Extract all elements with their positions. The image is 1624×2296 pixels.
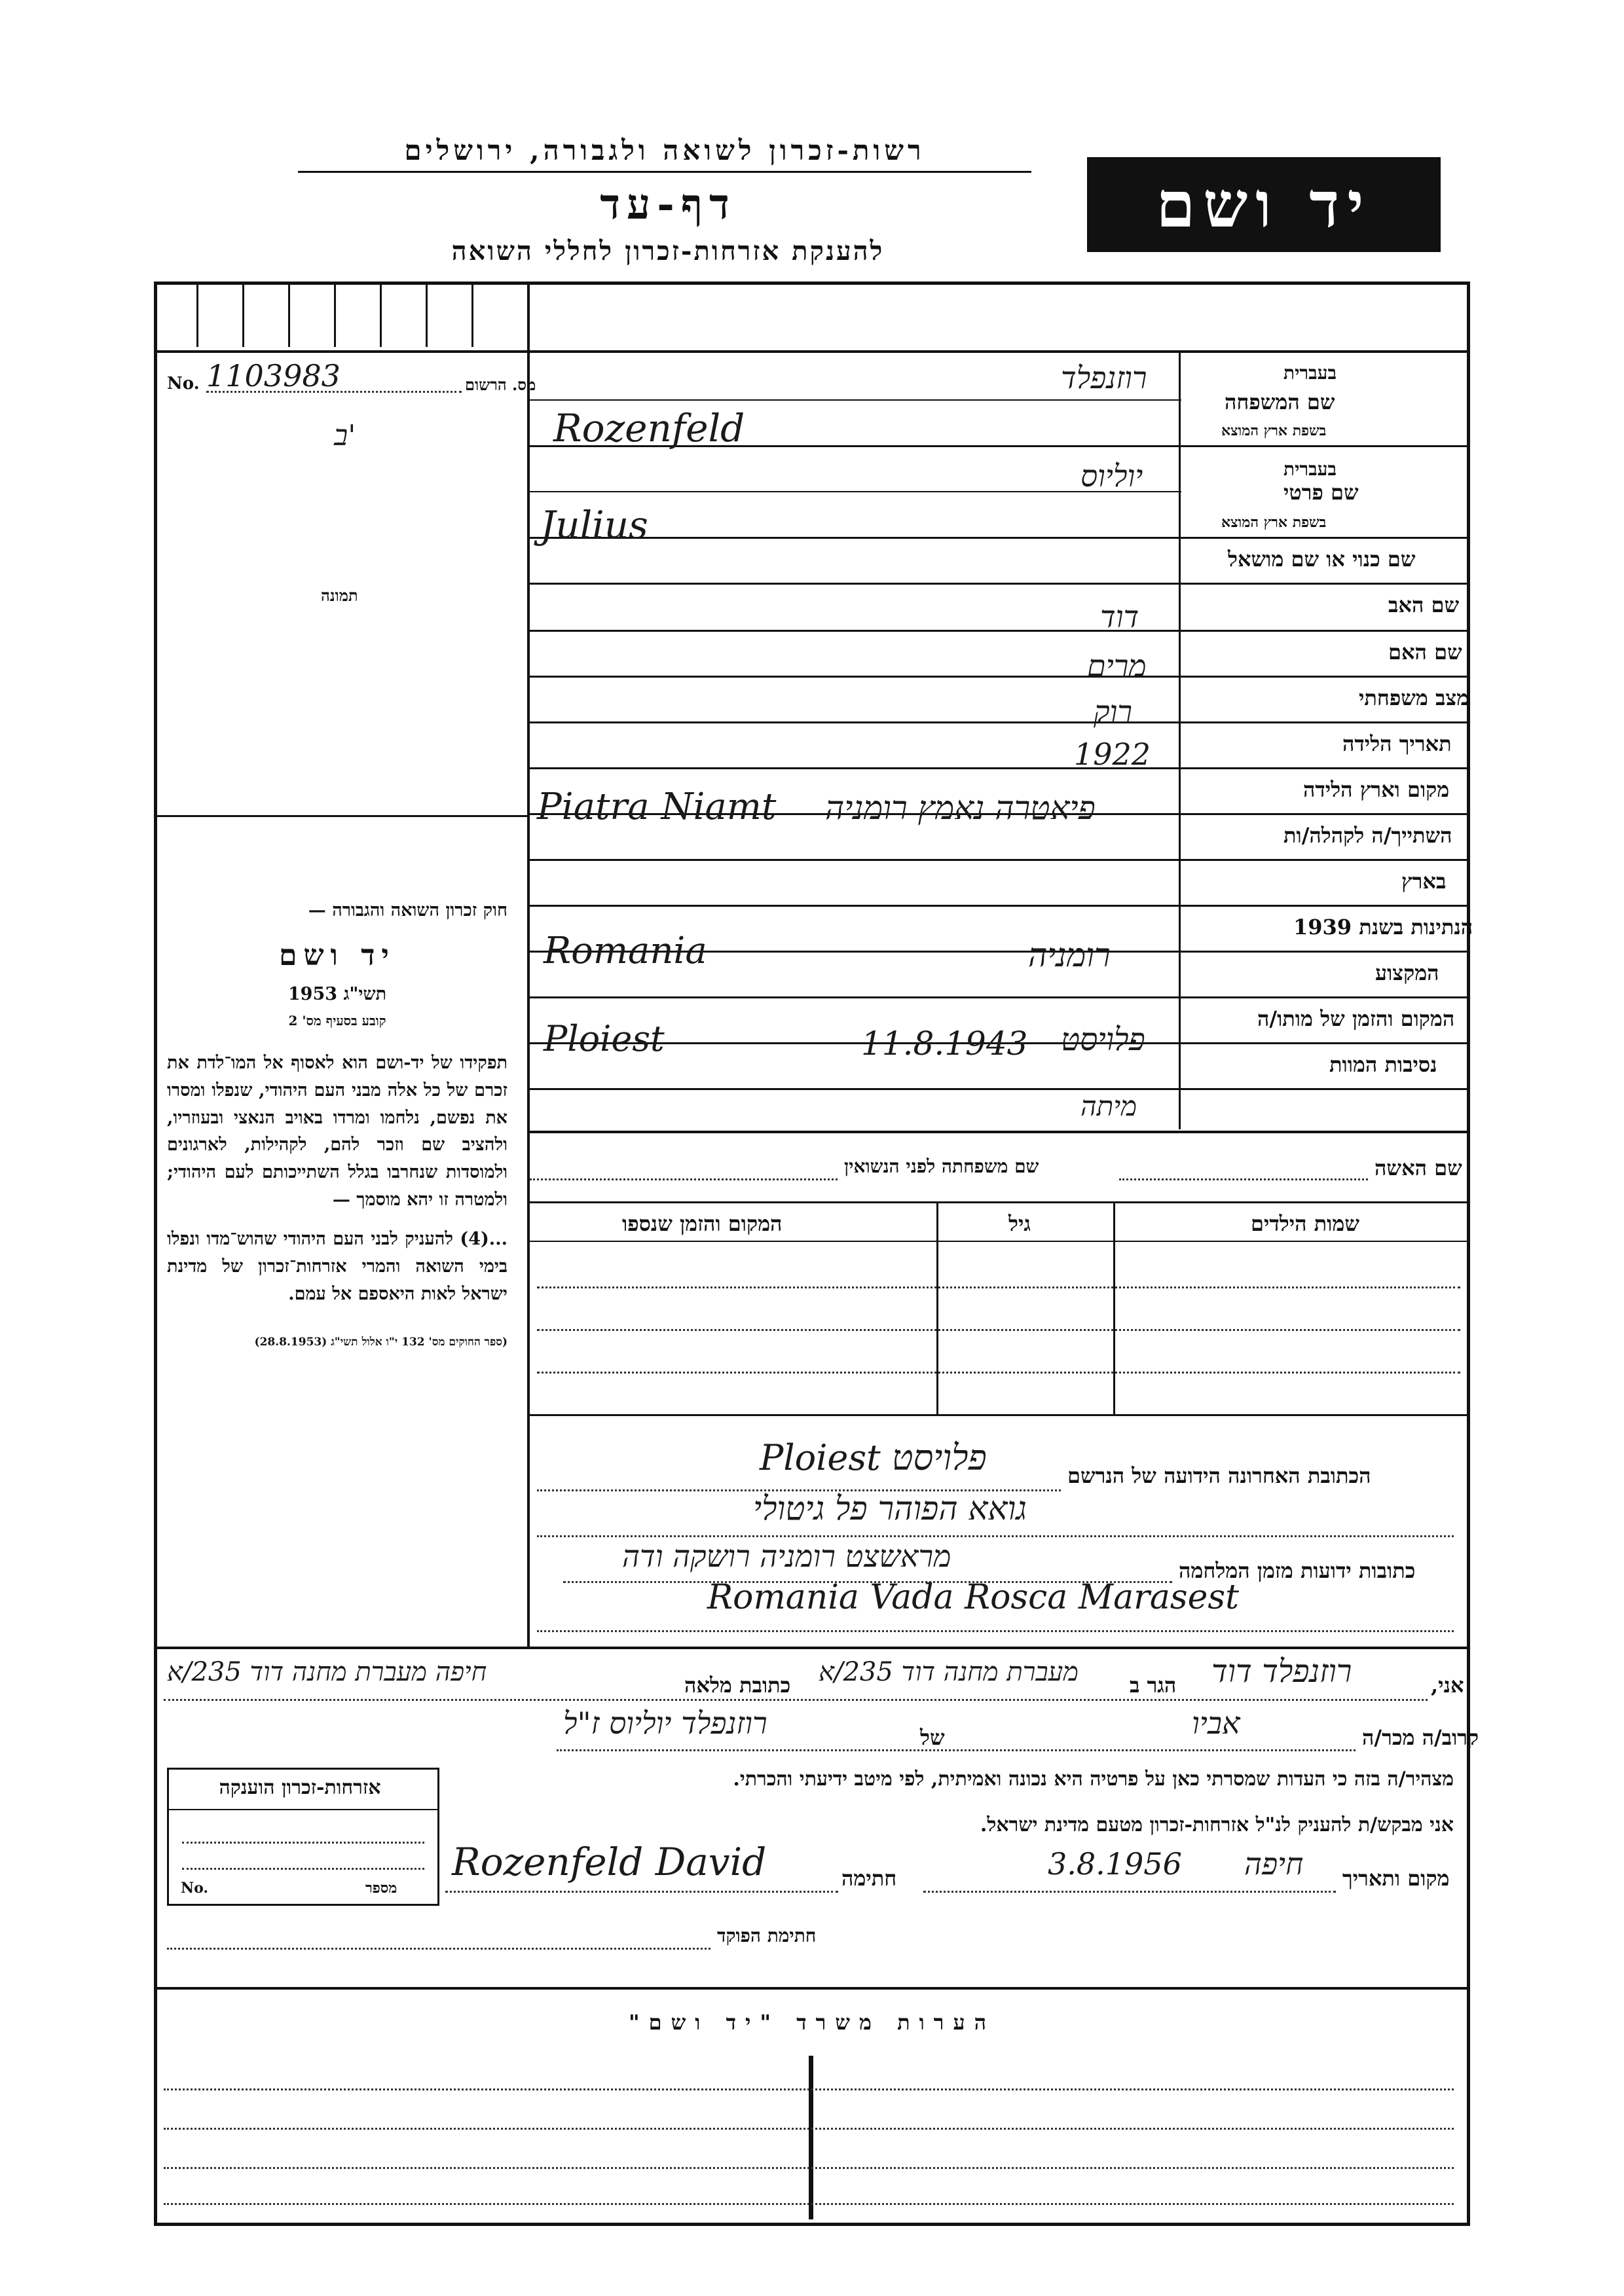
officer-signature-label: חתימת הפוקד [717, 1925, 817, 1946]
law-name: יד ושם [279, 938, 396, 972]
nationality-hebrew: רומניה [1028, 936, 1111, 974]
registration-number-row [167, 358, 536, 396]
hebrew-label-2: בעברית [1283, 458, 1337, 480]
country-label: בארץ [1401, 869, 1447, 894]
photo-label: תמונה [321, 586, 358, 605]
given-name-latin: Julius [540, 503, 648, 547]
registration-letter: ב' [334, 419, 356, 452]
reg-number-label: מס. הרשום [465, 375, 536, 394]
birthplace-hebrew: פיאטרה נאמץ רומניה [825, 789, 1096, 827]
top-boxes [157, 285, 524, 347]
given-name-label: שם פרטי [1283, 480, 1359, 505]
declaration-statement-2: אני מבקש/ת להעניק לנ"ל אזרחות-זכרון מטעם מדינת ישראל. [980, 1813, 1454, 1836]
citizenship-no-prefix: No. [181, 1880, 209, 1897]
child-death-label: המקום והזמן שנספו [622, 1211, 783, 1236]
full-address-label: כתובת מלאה [684, 1673, 791, 1698]
law-text-block [167, 897, 507, 1351]
organization-name: רשות-זכרון לשואה ולגבורה, ירושלים [298, 134, 1031, 173]
mother-label: שם האם [1388, 640, 1462, 665]
origin-lang-label-2: בשפת ארץ המוצא [1221, 514, 1327, 531]
family-name-latin: Rozenfeld [553, 406, 745, 450]
declarant-name: רוזנפלד דוד [1211, 1653, 1352, 1690]
death-date: 11.8.1943 [861, 1025, 1028, 1063]
community-label: השתייך/ה לקהלה/ות [1283, 823, 1452, 848]
form-title: דף-עד [600, 180, 736, 229]
mother-value: מרים [1087, 648, 1147, 683]
origin-lang-label: בשפת ארץ המוצא [1221, 422, 1327, 439]
war-address-value-2: Romania Vada Rosca Marasest [707, 1578, 1239, 1617]
reg-no-prefix: No. [167, 374, 200, 393]
wife-row [530, 1152, 1460, 1185]
place-date-label: מקום ותאריך [1342, 1866, 1450, 1891]
notes-divider [809, 2056, 813, 2219]
law-title: חוק זכרון השואה והגבורה — [308, 900, 507, 920]
declaration-statement-1: מצהיר/ה בזה כי העדות שמסרתי כאן על פרטיה היא נכונה ואמיתית, לפי מיטב ידיעתי והכרתי. [733, 1768, 1454, 1791]
divider [154, 350, 1467, 353]
citizenship-number-label: מספר [365, 1880, 397, 1897]
last-address-value-2: גואא הפוהר פל גיטולי [753, 1489, 1027, 1527]
birthdate-label: תאריך הלידה [1342, 731, 1452, 756]
citizenship-granted-box [167, 1768, 439, 1906]
office-notes-title: הערות משרד "יד ושם" [628, 2010, 996, 2035]
law-paragraph-1: תפקידו של יד-ושם הוא לאסוף אל המו־לדת את זכרם של כל אלה מבני העם היהודי, שנפלו ומסרו את נפשם, נלחמו ומרדו באויב הנאצי ובעוזריו, ולהציב שם וזכר להם, לקהילות, לארגונים ולמוסדות שנחרבו בגלל השתייכותם לעם היהודי; ולמטרה זו יהא מוסמך — [167, 1052, 507, 1211]
birthdate-value: 1922 [1074, 737, 1151, 772]
death-circumstances-value: מיתה [1080, 1090, 1137, 1122]
maiden-name-label: שם משפחתה לפני הנשואין [844, 1156, 1039, 1177]
of-value: רוזנפלד יוליוס ז"ל [563, 1705, 767, 1741]
family-name-hebrew: רוזנפלד [1061, 360, 1147, 395]
date-value: 3.8.1956 [1048, 1846, 1182, 1882]
declarant-signature: Rozenfeld David [452, 1840, 767, 1884]
age-label: גיל [1008, 1211, 1031, 1236]
relative-label: קרוב/ה מכר/ה [1362, 1725, 1479, 1750]
death-label: המקום והזמן של מותו/ה [1257, 1006, 1455, 1031]
birthplace-latin: Piatra Niamt [537, 786, 777, 828]
divider [527, 282, 530, 1131]
yad-vashem-logo: יד ושם [1087, 157, 1441, 252]
children-names-label: שמות הילדים [1251, 1211, 1359, 1236]
nickname-label: שם כנוי או שם מושאל [1228, 547, 1416, 572]
father-value: דוד [1100, 599, 1139, 634]
relative-value: אביו [1192, 1705, 1240, 1741]
profession-label: המקצוע [1375, 960, 1439, 985]
full-address-value: חיפה מעברת מחנה דוד 235/א [167, 1657, 487, 1687]
marital-value: רוק [1094, 694, 1132, 729]
divider [154, 815, 530, 817]
nationality-label: הנתינות בשנת 1939 [1293, 915, 1473, 939]
war-address-value-1: מראשצט רומניה רושקה ודה [622, 1539, 951, 1574]
law-citation: (ספר החוקים מס' 132 י"ו אלול תשי"ג (28.8.1953) [254, 1336, 507, 1349]
death-place-hebrew: פלויסט [1061, 1021, 1145, 1058]
residing-value: מעברת מחנה דוד 235/א [819, 1657, 1079, 1687]
declarant-label: אני, [1431, 1673, 1464, 1698]
nationality-latin: Romania [544, 930, 707, 972]
law-clause: קובע בסעיף מס' 2 [288, 1012, 386, 1029]
father-label: שם האב [1388, 592, 1460, 617]
last-address-label: הכתובת האחרונה הידועה של הנרשם [1067, 1463, 1371, 1488]
residing-label: הגר ב [1130, 1673, 1177, 1698]
citizenship-box-title: אזרחות-זכרון הוענקה [219, 1776, 381, 1799]
last-address-value-1: Ploiest פלויסט [760, 1437, 987, 1478]
wife-label: שם האשה [1375, 1156, 1462, 1180]
of-label: של [920, 1725, 945, 1750]
place-value: חיפה [1244, 1846, 1304, 1882]
marital-label: מצב משפחתי [1359, 685, 1469, 710]
law-year: תשי"ג 1953 [287, 984, 387, 1005]
death-place-latin: Ploiest [544, 1018, 665, 1059]
form-subtitle: להענקת אזרחות-זכרון לחללי השואה [451, 236, 885, 266]
registration-number: 1103983 [206, 358, 341, 393]
law-paragraph-2: ...(4) להעניק לבני העם היהודי שהוש־מדו ונפלו בימי השואה והמרי אזרחות־זכרון של מדינת ישראל לאות היאספם אל עמם. [167, 1228, 507, 1304]
family-name-label: שם המשפחה [1225, 390, 1335, 414]
death-circumstances-label: נסיבות המוות [1329, 1052, 1437, 1077]
birthplace-label: מקום וארץ הלידה [1303, 777, 1450, 802]
signature-label: חתימה [841, 1866, 897, 1891]
war-address-label: כתובות ידועות מזמן המלחמה [1179, 1558, 1416, 1583]
divider [1179, 350, 1181, 1129]
hebrew-label: בעברית [1283, 362, 1337, 384]
given-name-hebrew: יוליוס [1080, 458, 1143, 494]
